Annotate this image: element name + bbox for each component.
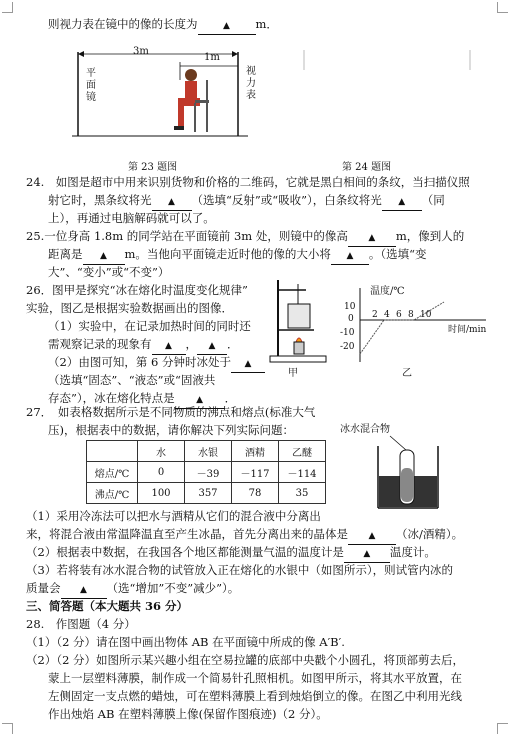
q25-line2: 距离是 ▲ m。当他向平面镜走近时他的像的大小将 ▲ 。（选填“变 [48, 246, 427, 265]
data-table [86, 440, 326, 504]
q26-line4: 需观察记录的现象有 ▲ ， ▲ ． [48, 336, 239, 355]
xtick: 2 [372, 310, 378, 320]
answer-blank[interactable]: ▲ [152, 336, 186, 355]
beaker-label: 冰水混合物 [340, 424, 390, 435]
answer-blank[interactable]: ▲ [331, 246, 369, 265]
q27-sub1a: （1）采用冷冻法可以把水与酒精从它们的混合液中分离出 [26, 509, 321, 523]
chart-label: 视力表 [246, 66, 256, 101]
q27-sub2: （2）根据表中数据，在我国各个地区都能测量气温的温度计是 ▲ 温度计。 [26, 544, 436, 563]
q25-line3: 大”、“变小”或“不变”） [48, 265, 170, 279]
q26-line3: （1）实验中，在记录加热时间的同时还 [48, 319, 251, 333]
answer-blank[interactable]: ▲ [348, 228, 396, 247]
q26-line2: 实验，图乙是根据实验数据画出的图像． [26, 301, 233, 315]
mirror-label: 平面镜 [86, 68, 96, 103]
ytick: -10 [340, 328, 355, 338]
ytick: 10 [344, 302, 356, 312]
q28-sub2d: 作出烛焰 AB 在塑料薄膜上像(保留作图痕迹)（2 分）。 [48, 707, 328, 721]
q27-sub1b: 来，将混合液由常温降温直至产生冰晶，首先分离出来的晶体是 ▲ （冰/酒精）。 [26, 526, 463, 545]
q28-title: 28. 作图题（4 分） [26, 617, 136, 631]
q25-line1: 25.一位身高 1.8m 的同学站在平面镜前 3m 处，则镜中的像高 ▲ m，像到人的 [26, 228, 464, 247]
q28-sub2c: 左侧固定一支点燃的蜡烛，可在塑料薄膜上看到烛焰倒立的像。在图乙中利用光线 [48, 689, 462, 703]
q27-line2: 压)，根据表中的数据，请你解决下列实际问题： [48, 423, 294, 437]
beaker-figure [368, 432, 448, 514]
graph-xlabel: 时间/min [448, 325, 487, 335]
q28-sub1: （1）（2 分）请在图中画出物体 AB 在平面镜中所成的像 A′B′. [26, 635, 345, 649]
figure-23-caption: 第 23 题图 [128, 162, 178, 173]
section-3-heading: 三、简答题（本大题共 36 分） [26, 599, 189, 613]
xtick: 6 [396, 310, 402, 320]
crop-mark [2, 2, 13, 13]
apparatus-figure [266, 276, 328, 368]
q26-line5: （2）由图可知，第 6 分钟时冰处于 ▲ [48, 354, 265, 373]
graph-ylabel: 温度/℃ [370, 286, 405, 297]
table-header-row: 水 水银 酒精 乙醚 [87, 441, 326, 462]
xtick: 10 [420, 310, 432, 320]
q28-sub2a: （2）（2 分）如图所示某兴趣小组在空易拉罐的底部中央戳个小圆孔，将顶部剪去后， [26, 653, 465, 667]
figure-24-caption: 第 24 题图 [342, 162, 392, 173]
answer-blank[interactable]: ▲ [231, 354, 265, 373]
crop-mark [2, 723, 13, 734]
answer-blank[interactable]: ▲ [382, 192, 422, 211]
q26-line7: 存态”），冰在熔化特点是 ▲ ． [48, 390, 236, 409]
answer-blank[interactable]: ▲ [83, 246, 125, 265]
figure-24 [300, 42, 480, 152]
q24-line2: 射它时，黑条纹将光 ▲ （选填“反射”或“吸收”），白条纹将光 ▲ （同 [48, 192, 445, 211]
top-line: 则视力表在镜中的像的长度为 ▲ m． [48, 16, 278, 35]
q27-sub3a: （3）若将装有冰水混合物的试管放入正在熔化的水银中（如图所示），则试管内冰的 [26, 563, 454, 577]
xtick: 8 [408, 310, 414, 320]
answer-blank[interactable]: ▲ [348, 526, 396, 545]
answer-blank[interactable]: ▲ [175, 390, 225, 409]
answer-blank[interactable]: ▲ [152, 192, 192, 211]
table-row: 沸点/℃ 100 357 78 35 [87, 483, 326, 504]
q27-sub3b: 质量会 ▲ （选“增加”不变”减少”）。 [26, 580, 239, 599]
label-jia: 甲 [288, 368, 298, 379]
q27-line1: 27． 如表格数据所示是不同物质的沸点和熔点(标准大气 [26, 405, 316, 419]
answer-blank[interactable]: ▲ [344, 544, 390, 563]
q26-line6: （选填“固态”、“液态”或“固液共 [48, 373, 216, 387]
q24-line1: 24. 如图是超市中用来识别货物和价格的二维码，它就是黑白相间的条纹，当扫描仪照 [26, 175, 470, 189]
crop-mark [497, 723, 508, 734]
label-yi: 乙 [402, 368, 412, 379]
ytick: -20 [340, 342, 355, 352]
dim-inner-label: 1m [204, 52, 220, 63]
ytick: 0 [348, 314, 354, 324]
figure-23 [70, 40, 270, 160]
q24-line3: 上），再通过电脑解码就可以了。 [48, 211, 215, 225]
crop-mark [497, 2, 508, 13]
xtick: 4 [384, 310, 390, 320]
table-row: 熔点/℃ 0 －39 －117 －114 [87, 462, 326, 483]
q26-line1: 26．图甲是探究“冰在熔化时温度变化规律” [26, 283, 248, 297]
dim-top-label: 3m [133, 46, 149, 57]
answer-blank[interactable]: ▲ [198, 16, 256, 35]
answer-blank[interactable]: ▲ [61, 580, 107, 599]
q28-sub2b: 蒙上一层塑料薄膜，制作成一个简易针孔照相机。如图甲所示，将其水平放置，在 [48, 671, 462, 685]
answer-blank[interactable]: ▲ [197, 336, 227, 355]
